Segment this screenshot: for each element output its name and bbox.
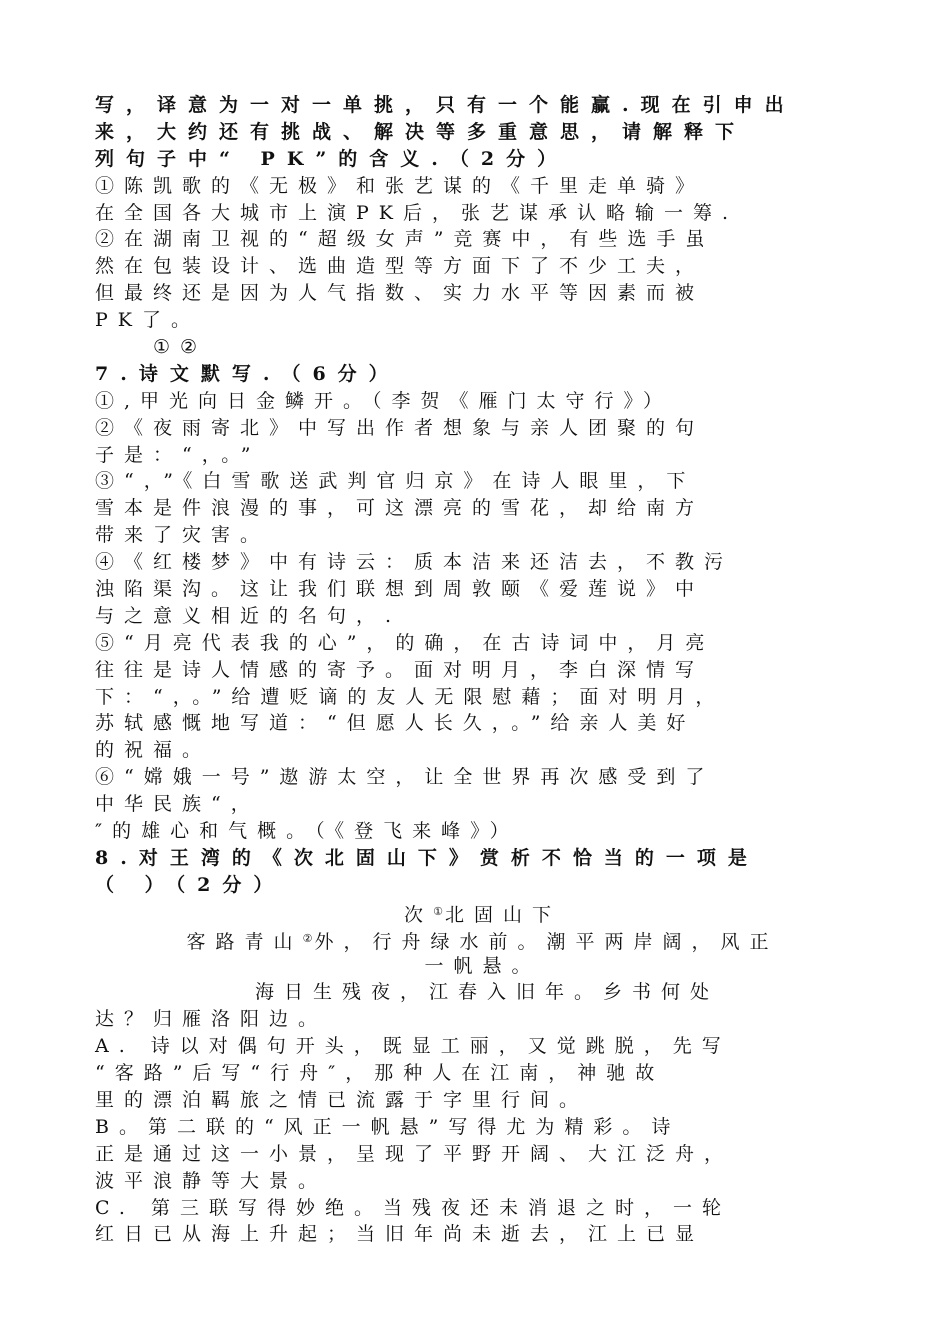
q7-line: 下：“，。”给遭贬谪的友人无限慰藉；面对明月， <box>95 685 725 708</box>
q6-sentence-line: ②在湖南卫视的“超级女声”竞赛中，有些选手虽 <box>95 228 715 251</box>
q7-line: ④《红楼梦》中有诗云：质本洁来还洁去，不教污 <box>95 551 734 574</box>
q8-option-line: 红日已从海上升起；当旧年尚未逝去，江上已显 <box>95 1223 705 1246</box>
poem-title-pre: 次 <box>404 903 434 926</box>
poem-line <box>95 926 870 953</box>
q6-stem-line: 写，译意为一对一单挑，只有一个能赢.现在引申出 <box>95 94 796 116</box>
poem-line: 一帆悬。 <box>424 954 541 977</box>
q7-line: 雪本是件浪漫的事，可这漂亮的雪花，却给南方 <box>95 497 705 520</box>
poem-title <box>95 899 870 926</box>
question-6 <box>95 92 870 361</box>
q8-title-line: （ ）（2分） <box>95 873 285 896</box>
q6-stem-line: 列句子中“ PK”的含义.（2分） <box>95 147 569 170</box>
question-8 <box>95 845 870 1248</box>
q7-line: ③“，”《白雪歌送武判官归京》在诗人眼里，下 <box>95 470 696 493</box>
q7-line: 往往是诗人情感的寄予。面对明月，李白深情写 <box>95 658 705 681</box>
q7-line: ②《夜雨寄北》中写出作者想象与亲人团聚的句 <box>95 416 705 439</box>
q7-line: ①,甲光向日金鳞开。（李贺《雁门太守行》） <box>95 389 673 412</box>
poem-line: 海日生残夜，江春入旧年。乡书何处 <box>255 981 720 1004</box>
question-7 <box>95 361 870 845</box>
poem-line: 达？归雁洛阳边。 <box>95 1008 328 1031</box>
q8-option-line: “客路”后写“行舟″，那种人在江南，神驰故 <box>95 1062 665 1085</box>
q7-line: 的祝福。 <box>95 739 212 762</box>
q8-title-line: 8.对王湾的《次北固山下》赏析不恰当的一项是 <box>95 846 759 869</box>
q6-sentence-line: PK了。 <box>95 309 200 332</box>
document-page <box>95 92 870 1248</box>
q7-line: ⑥“嫦娥一号”遨游太空，让全世界再次感受到了 <box>95 766 715 789</box>
q7-line: 苏轼感慨地写道：“但愿人长久，。”给亲人美好 <box>95 712 696 735</box>
q8-option-line: C. 第三联写得妙绝。当残夜还未消退之时，一轮 <box>95 1196 731 1219</box>
q8-option-line: 里的漂泊羁旅之情已流露于字里行间。 <box>95 1088 589 1111</box>
q6-answer-marks: ①② <box>153 336 208 359</box>
q7-line: 中华民族“， <box>95 793 260 816</box>
poem-line-part: 客路青山 <box>186 930 303 953</box>
footnote-marker: ② <box>302 931 315 945</box>
q6-stem-line: 来，大约还有挑战、解决等多重意思，请解释下 <box>95 120 747 143</box>
poem-line-part: 外，行舟绿水前。潮平两岸阔，风正 <box>314 930 779 953</box>
q7-line: 浊陷渠沟。这让我们联想到周敦颐《爱莲说》中 <box>95 578 705 601</box>
q7-line: 子是：“，。” <box>95 443 261 466</box>
q6-sentence-line: 但最终还是因为人气指数、实力水平等因素而被 <box>95 282 705 305</box>
q7-line: 带来了灾害。 <box>95 524 270 547</box>
q7-line: ″的雄心和气概。（《登飞来峰》） <box>95 820 519 843</box>
q7-line: 与之意义相近的名句，. <box>95 604 402 627</box>
q8-option-line: B。第二联的“风正一帆悬”写得尤为精彩。诗 <box>95 1115 681 1138</box>
poem-title-post: 北固山下 <box>444 903 561 926</box>
q8-option-line: 正是通过这一小景，呈现了平野开阔、大江泛舟， <box>95 1142 734 1165</box>
q8-option-line: A. 诗以对偶句开头，既显工丽，又觉跳脱，先写 <box>95 1035 731 1058</box>
q7-line: ⑤“月亮代表我的心”，的确，在古诗词中，月亮 <box>95 631 715 654</box>
q6-sentence-line: 在全国各大城市上演PK后，张艺谋承认略输一筹. <box>95 201 739 224</box>
footnote-marker: ① <box>433 904 445 918</box>
q8-option-line: 波平浪静等大景。 <box>95 1169 328 1192</box>
q7-title: 7.诗文默写.（6分） <box>95 362 400 385</box>
q6-sentence-line: 然在包装设计、选曲造型等方面下了不少工夫， <box>95 255 705 278</box>
q6-sentence-line: ①陈凯歌的《无极》和张艺谋的《千里走单骑》 <box>95 174 705 197</box>
